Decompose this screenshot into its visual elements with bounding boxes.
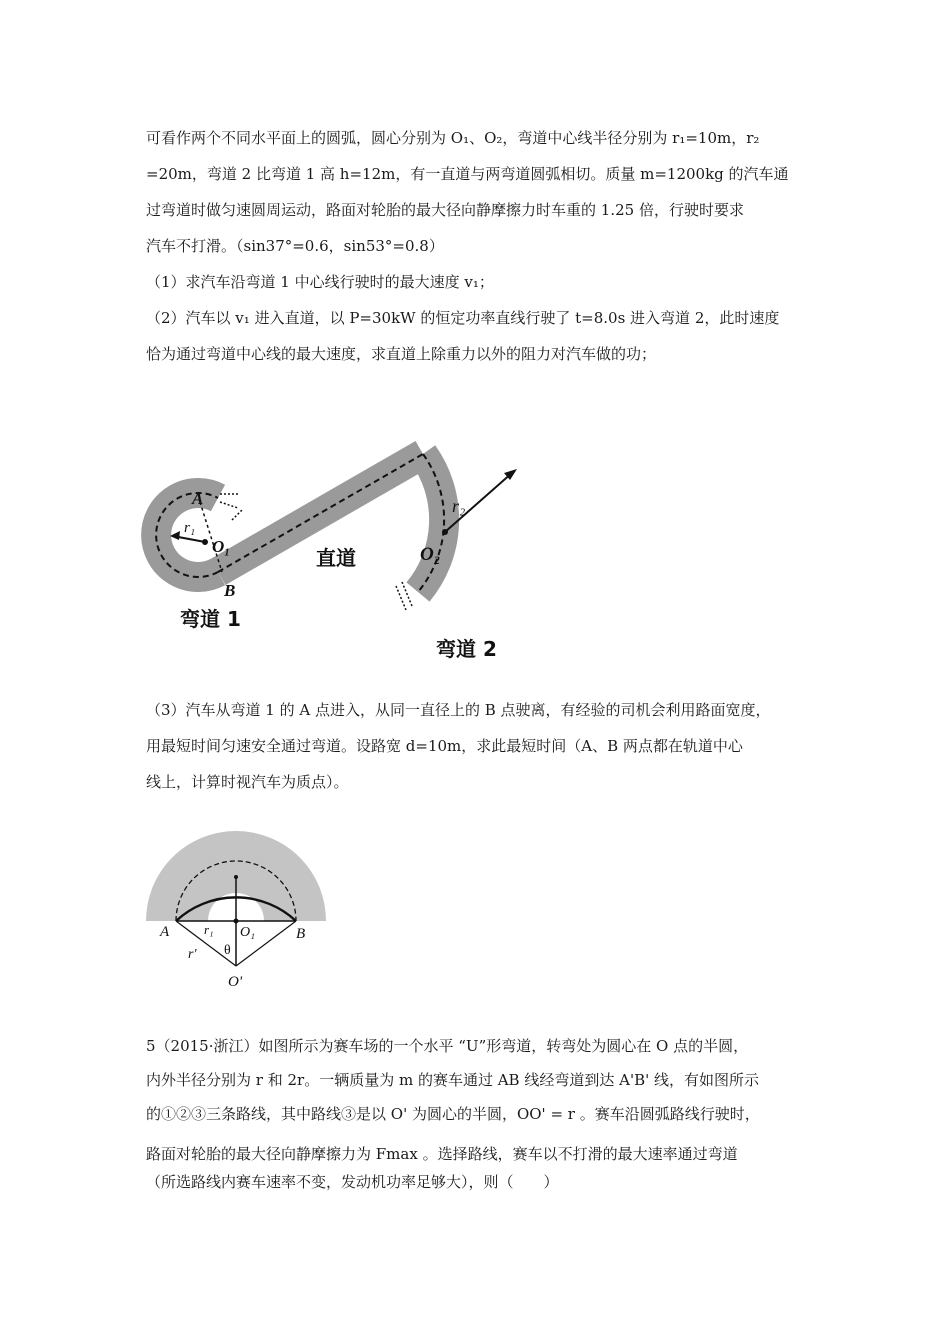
fig2-label-r1: r₁ bbox=[204, 922, 214, 937]
entry-marker-3 bbox=[232, 510, 242, 520]
label-A: A bbox=[192, 489, 204, 508]
label-r1: r₁ bbox=[184, 520, 196, 536]
text-line-1: 可看作两个不同水平面上的圆弧，圆心分别为 O₁、O₂，弯道中心线半径分别为 r₁=10m，r₂ bbox=[146, 129, 760, 147]
center-O1-point bbox=[234, 919, 239, 924]
label-B: B bbox=[224, 581, 236, 600]
label-O1: O₁ bbox=[212, 537, 231, 556]
problem-5-line-1: 5（2015·浙江）如图所示为赛车场的一个水平 “U”形弯道，转弯处为圆心在 O 点的半圆， bbox=[146, 1037, 749, 1055]
label-bend-2: 弯道 2 bbox=[436, 637, 497, 661]
exit-marker-2 bbox=[396, 586, 406, 610]
label-bend-1: 弯道 1 bbox=[180, 607, 241, 631]
entry-marker-2 bbox=[220, 502, 238, 508]
top-point bbox=[234, 875, 238, 879]
problem-5-line-2: 内外半径分别为 r 和 2r。一辆质量为 m 的赛车通过 AB 线经弯道到达 A'B' 线，有如图所示 bbox=[146, 1071, 759, 1089]
problem-5-line-4: 路面对轮胎的最大径向静摩擦力为 Fmax 。选择路线，赛车以不打滑的最大速率通过弯道 bbox=[146, 1145, 738, 1163]
question-2-line-2: 恰为通过弯道中心线的最大速度，求直道上除重力以外的阻力对汽车做的功； bbox=[146, 345, 657, 363]
fig2-label-theta: θ bbox=[224, 943, 231, 958]
radius-r1-arrow bbox=[170, 531, 180, 540]
label-r2: r₂ bbox=[452, 496, 466, 516]
text-line-4: 汽车不打滑。（sin37°=0.6，sin53°=0.8） bbox=[146, 237, 444, 255]
label-straight: 直道 bbox=[316, 546, 356, 570]
question-3-line-1: （3）汽车从弯道 1 的 A 点进入，从同一直径上的 B 点驶离，有经验的司机会利用路面宽度， bbox=[146, 701, 771, 719]
question-2-line-1: （2）汽车以 v₁ 进入直道，以 P=30kW 的恒定功率直线行驶了 t=8.0s 进入弯道 2，此时速度 bbox=[146, 309, 780, 327]
fig2-label-O1: O₁ bbox=[240, 925, 255, 940]
text-line-3: 过弯道时做匀速圆周运动，路面对轮胎的最大径向静摩擦力时车重的 1.25 倍，行驶时要求 bbox=[146, 201, 744, 219]
question-1: （1）求汽车沿弯道 1 中心线行驶时的最大速度 v₁； bbox=[146, 273, 494, 291]
problem-5-line-3: 的①②③三条路线，其中路线③是以 O' 为圆心的半圆，OO' = r 。赛车沿圆弧路线行驶时， bbox=[146, 1105, 760, 1123]
problem-5-line-5: （所选路线内赛车速率不变，发动机功率足够大），则（ ） bbox=[146, 1173, 559, 1191]
fig2-label-A: A bbox=[160, 924, 170, 940]
question-3-line-2: 用最短时间匀速安全通过弯道。设路宽 d=10m，求此最短时间（A、B 两点都在轨道中心 bbox=[146, 737, 743, 755]
label-O2: O₂ bbox=[420, 544, 441, 565]
semicircle-figure bbox=[146, 826, 328, 996]
fig2-label-B: B bbox=[296, 926, 306, 942]
fig2-label-Oprime: O' bbox=[228, 974, 243, 990]
text-line-2: =20m，弯道 2 比弯道 1 高 h=12m，有一直道与两弯道圆弧相切。质量 m=1200kg 的汽车通 bbox=[146, 165, 789, 183]
fig2-label-rprime: r' bbox=[188, 947, 197, 962]
question-3-line-3: 线上，计算时视汽车为质点）。 bbox=[146, 773, 349, 791]
track-figure bbox=[140, 420, 540, 670]
